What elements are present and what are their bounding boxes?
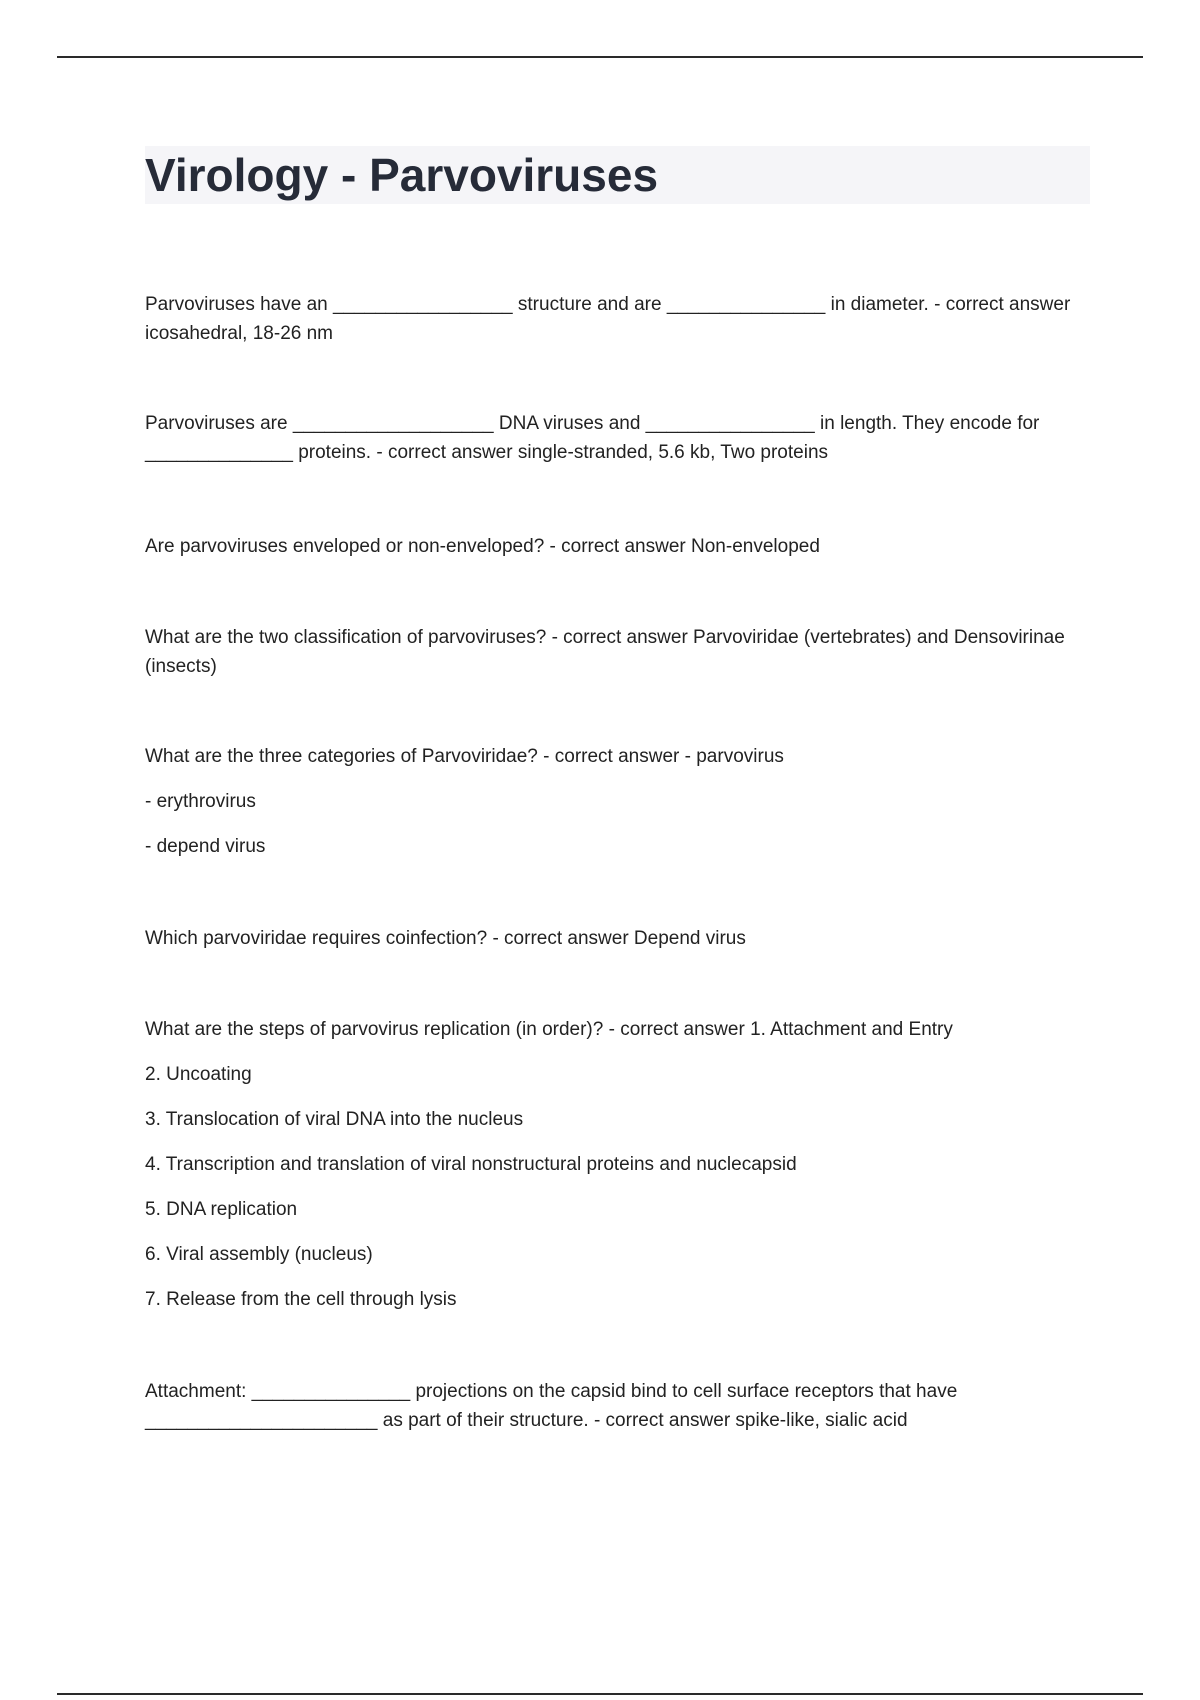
bottom-rule	[57, 1693, 1143, 1695]
qa-question: What are the two classification of parvoviruses? - correct answer Parvoviridae (vertebrates) and Densovirinae (insects)	[145, 627, 1065, 677]
qa-item	[145, 409, 1090, 467]
qa-answer-line: 3. Translocation of viral DNA into the nucleus	[145, 1109, 524, 1130]
qa-item	[145, 1377, 1090, 1435]
qa-answer-line: 5. DNA replication	[145, 1199, 298, 1220]
qa-answer-line: - erythrovirus	[145, 791, 256, 812]
qa-question: What are the steps of parvovirus replication (in order)? - correct answer 1. Attachment and Entry	[145, 1019, 953, 1040]
qa-question: Are parvoviruses enveloped or non-enveloped? - correct answer Non-enveloped	[145, 536, 820, 557]
qa-answer-line: 7. Release from the cell through lysis	[145, 1289, 457, 1310]
qa-item	[145, 532, 1090, 561]
qa-question: Attachment: _______________ projections on the capsid bind to cell surface receptors that have ______________________ as part of their structure. - correct answer spike-like, sialic acid	[145, 1381, 958, 1431]
top-rule	[57, 56, 1143, 58]
qa-answer-line: - depend virus	[145, 836, 266, 857]
qa-item	[145, 623, 1090, 681]
qa-question: What are the three categories of Parvoviridae? - correct answer - parvovirus	[145, 746, 784, 767]
qa-answer-line: 2. Uncoating	[145, 1064, 252, 1085]
qa-answer-line: 4. Transcription and translation of viral nonstructural proteins and nuclecapsid	[145, 1154, 797, 1175]
qa-item	[145, 1015, 1090, 1314]
qa-question: Parvoviruses are ___________________ DNA viruses and ________________ in length. They encode for ______________ proteins. - correct answer single-stranded, 5.6 kb, Two proteins	[145, 413, 1040, 463]
qa-item	[145, 742, 1090, 861]
qa-answer-line: 6. Viral assembly (nucleus)	[145, 1244, 373, 1265]
qa-item	[145, 290, 1090, 348]
qa-question: Parvoviruses have an _________________ structure and are _______________ in diameter. - correct answer icosahedral, 18-26 nm	[145, 294, 1071, 344]
qa-item	[145, 924, 1090, 953]
page-title: Virology - Parvoviruses	[145, 149, 659, 201]
qa-question: Which parvoviridae requires coinfection? - correct answer Depend virus	[145, 928, 746, 949]
title-banner	[145, 146, 1090, 204]
